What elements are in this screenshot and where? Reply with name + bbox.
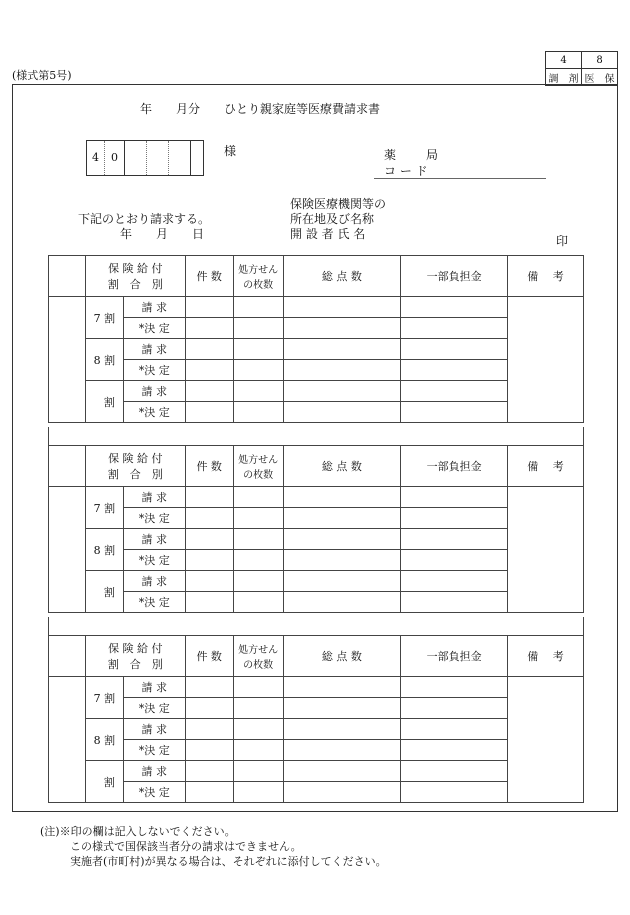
rx-cell[interactable]	[233, 381, 283, 402]
provider-line2: 所在地及び名称	[290, 212, 375, 226]
points-cell[interactable]	[283, 529, 401, 550]
points-cell[interactable]	[283, 297, 401, 318]
inst-digit-6	[191, 141, 203, 175]
rx-cell[interactable]	[233, 782, 283, 803]
header-points: 総 点 数	[283, 256, 401, 297]
pharmacy-code-label: コ ー ド	[384, 164, 428, 178]
note-line-3: 実施者(市町村)が異なる場合は、それぞれに添付してください。	[70, 855, 387, 868]
copay-cell[interactable]	[401, 592, 508, 613]
row-label-decision: *決 定	[123, 402, 185, 423]
copay-cell[interactable]	[401, 677, 508, 698]
block-blank	[49, 487, 86, 613]
block-blank	[49, 677, 86, 803]
points-cell[interactable]	[283, 677, 401, 698]
inst-digit-4	[147, 141, 169, 175]
count-cell[interactable]	[185, 550, 233, 571]
count-cell[interactable]	[185, 782, 233, 803]
row-label-request: 請 求	[123, 297, 185, 318]
rx-cell[interactable]	[233, 402, 283, 423]
row-label-request: 請 求	[123, 381, 185, 402]
row-label-decision: *決 定	[123, 592, 185, 613]
points-cell[interactable]	[283, 550, 401, 571]
points-cell[interactable]	[283, 339, 401, 360]
header-points: 総 点 数	[283, 446, 401, 487]
count-cell[interactable]	[185, 508, 233, 529]
rx-cell[interactable]	[233, 318, 283, 339]
inst-digit-1: 4	[87, 141, 105, 175]
block-separator	[48, 427, 584, 445]
rx-cell[interactable]	[233, 592, 283, 613]
header-rx: 処方せん の枚数	[233, 256, 283, 297]
rx-cell[interactable]	[233, 508, 283, 529]
group-label: 8 割	[85, 719, 123, 761]
row-label-decision: *決 定	[123, 318, 185, 339]
form-number: (様式第5号)	[12, 69, 72, 82]
copay-cell[interactable]	[401, 761, 508, 782]
claim-block-1	[48, 255, 584, 423]
form-title: 年 月分 ひとり親家庭等医療費請求書	[140, 102, 381, 116]
block-separator	[48, 617, 584, 635]
group-label: 割	[85, 381, 123, 423]
row-label-request: 請 求	[123, 719, 185, 740]
rx-cell[interactable]	[233, 740, 283, 761]
header-remarks: 備 考	[508, 256, 584, 297]
copay-cell[interactable]	[401, 550, 508, 571]
copay-cell[interactable]	[401, 571, 508, 592]
group-label: 8 割	[85, 529, 123, 571]
count-cell[interactable]	[185, 402, 233, 423]
copay-cell[interactable]	[401, 402, 508, 423]
count-cell[interactable]	[185, 592, 233, 613]
points-cell[interactable]	[283, 719, 401, 740]
group-label: 7 割	[85, 297, 123, 339]
notes	[40, 824, 387, 869]
copay-cell[interactable]	[401, 339, 508, 360]
header-remarks: 備 考	[508, 446, 584, 487]
pharmacy-label: 薬 局	[384, 148, 441, 162]
inst-digit-5	[169, 141, 191, 175]
header-category: 保 険 給 付 割 合 別	[85, 256, 185, 297]
points-cell[interactable]	[283, 571, 401, 592]
group-label: 7 割	[85, 677, 123, 719]
copay-cell[interactable]	[401, 529, 508, 550]
header-category: 保 険 給 付 割 合 別	[85, 446, 185, 487]
copay-cell[interactable]	[401, 782, 508, 803]
row-label-decision: *決 定	[123, 698, 185, 719]
count-cell[interactable]	[185, 740, 233, 761]
count-cell[interactable]	[185, 677, 233, 698]
copay-cell[interactable]	[401, 719, 508, 740]
points-cell[interactable]	[283, 487, 401, 508]
count-cell[interactable]	[185, 761, 233, 782]
header-copay: 一部負担金	[401, 446, 508, 487]
rx-cell[interactable]	[233, 677, 283, 698]
rx-cell[interactable]	[233, 529, 283, 550]
header-copay: 一部負担金	[401, 636, 508, 677]
row-label-request: 請 求	[123, 487, 185, 508]
request-date: 年 月 日	[120, 227, 205, 241]
points-cell[interactable]	[283, 508, 401, 529]
points-cell[interactable]	[283, 360, 401, 381]
count-cell[interactable]	[185, 318, 233, 339]
points-cell[interactable]	[283, 318, 401, 339]
points-cell[interactable]	[283, 782, 401, 803]
points-cell[interactable]	[283, 592, 401, 613]
count-cell[interactable]	[185, 297, 233, 318]
institution-suffix: 様	[224, 144, 237, 158]
copay-cell[interactable]	[401, 487, 508, 508]
institution-code-box[interactable]	[86, 140, 204, 176]
rx-cell[interactable]	[233, 571, 283, 592]
claim-block-3	[48, 635, 584, 803]
code-digit-1: 4	[546, 52, 582, 69]
code-label-insurance: 医 保	[582, 69, 618, 86]
code-box	[545, 51, 618, 86]
header-blank	[49, 256, 86, 297]
header-blank	[49, 446, 86, 487]
row-label-decision: *決 定	[123, 360, 185, 381]
header-count: 件 数	[185, 256, 233, 297]
block-blank	[49, 297, 86, 423]
note-line-2: この様式で国保該当者分の請求はできません。	[70, 840, 302, 853]
row-label-request: 請 求	[123, 677, 185, 698]
provider-line3: 開 設 者 氏 名	[290, 227, 366, 241]
points-cell[interactable]	[283, 381, 401, 402]
header-blank	[49, 636, 86, 677]
row-label-request: 請 求	[123, 571, 185, 592]
provider-line1: 保険医療機関等の	[290, 197, 387, 211]
count-cell[interactable]	[185, 698, 233, 719]
header-remarks: 備 考	[508, 636, 584, 677]
count-cell[interactable]	[185, 487, 233, 508]
code-label-dispensing: 調 剤	[546, 69, 582, 86]
row-label-decision: *決 定	[123, 508, 185, 529]
inst-digit-2: 0	[105, 141, 125, 175]
header-copay: 一部負担金	[401, 256, 508, 297]
header-rx: 処方せん の枚数	[233, 446, 283, 487]
points-cell[interactable]	[283, 740, 401, 761]
seal-mark: 印	[556, 234, 569, 248]
remarks-cell[interactable]	[508, 487, 584, 613]
copay-cell[interactable]	[401, 381, 508, 402]
rx-cell[interactable]	[233, 339, 283, 360]
group-label: 割	[85, 571, 123, 613]
points-cell[interactable]	[283, 402, 401, 423]
row-label-decision: *決 定	[123, 782, 185, 803]
code-digit-2: 8	[582, 52, 618, 69]
header-count: 件 数	[185, 636, 233, 677]
claim-block-2	[48, 445, 584, 613]
row-label-request: 請 求	[123, 529, 185, 550]
rx-cell[interactable]	[233, 719, 283, 740]
group-label: 割	[85, 761, 123, 803]
header-count: 件 数	[185, 446, 233, 487]
count-cell[interactable]	[185, 360, 233, 381]
pharmacy-code-underline	[374, 178, 546, 179]
header-points: 総 点 数	[283, 636, 401, 677]
note-line-1: (注)※印の欄は記入しないでください。	[40, 825, 236, 838]
points-cell[interactable]	[283, 761, 401, 782]
count-cell[interactable]	[185, 571, 233, 592]
copay-cell[interactable]	[401, 508, 508, 529]
copay-cell[interactable]	[401, 698, 508, 719]
inst-digit-3	[125, 141, 147, 175]
row-label-decision: *決 定	[123, 550, 185, 571]
rx-cell[interactable]	[233, 761, 283, 782]
count-cell[interactable]	[185, 719, 233, 740]
row-label-decision: *決 定	[123, 740, 185, 761]
copay-cell[interactable]	[401, 740, 508, 761]
rx-cell[interactable]	[233, 297, 283, 318]
copay-cell[interactable]	[401, 318, 508, 339]
points-cell[interactable]	[283, 698, 401, 719]
rx-cell[interactable]	[233, 698, 283, 719]
header-category: 保 険 給 付 割 合 別	[85, 636, 185, 677]
group-label: 7 割	[85, 487, 123, 529]
count-cell[interactable]	[185, 339, 233, 360]
remarks-cell[interactable]	[508, 677, 584, 803]
rx-cell[interactable]	[233, 550, 283, 571]
row-label-request: 請 求	[123, 761, 185, 782]
request-text: 下記のとおり請求する。	[78, 212, 211, 226]
copay-cell[interactable]	[401, 297, 508, 318]
count-cell[interactable]	[185, 529, 233, 550]
row-label-request: 請 求	[123, 339, 185, 360]
copay-cell[interactable]	[401, 360, 508, 381]
count-cell[interactable]	[185, 381, 233, 402]
group-label: 8 割	[85, 339, 123, 381]
rx-cell[interactable]	[233, 487, 283, 508]
header-rx: 処方せん の枚数	[233, 636, 283, 677]
rx-cell[interactable]	[233, 360, 283, 381]
remarks-cell[interactable]	[508, 297, 584, 423]
